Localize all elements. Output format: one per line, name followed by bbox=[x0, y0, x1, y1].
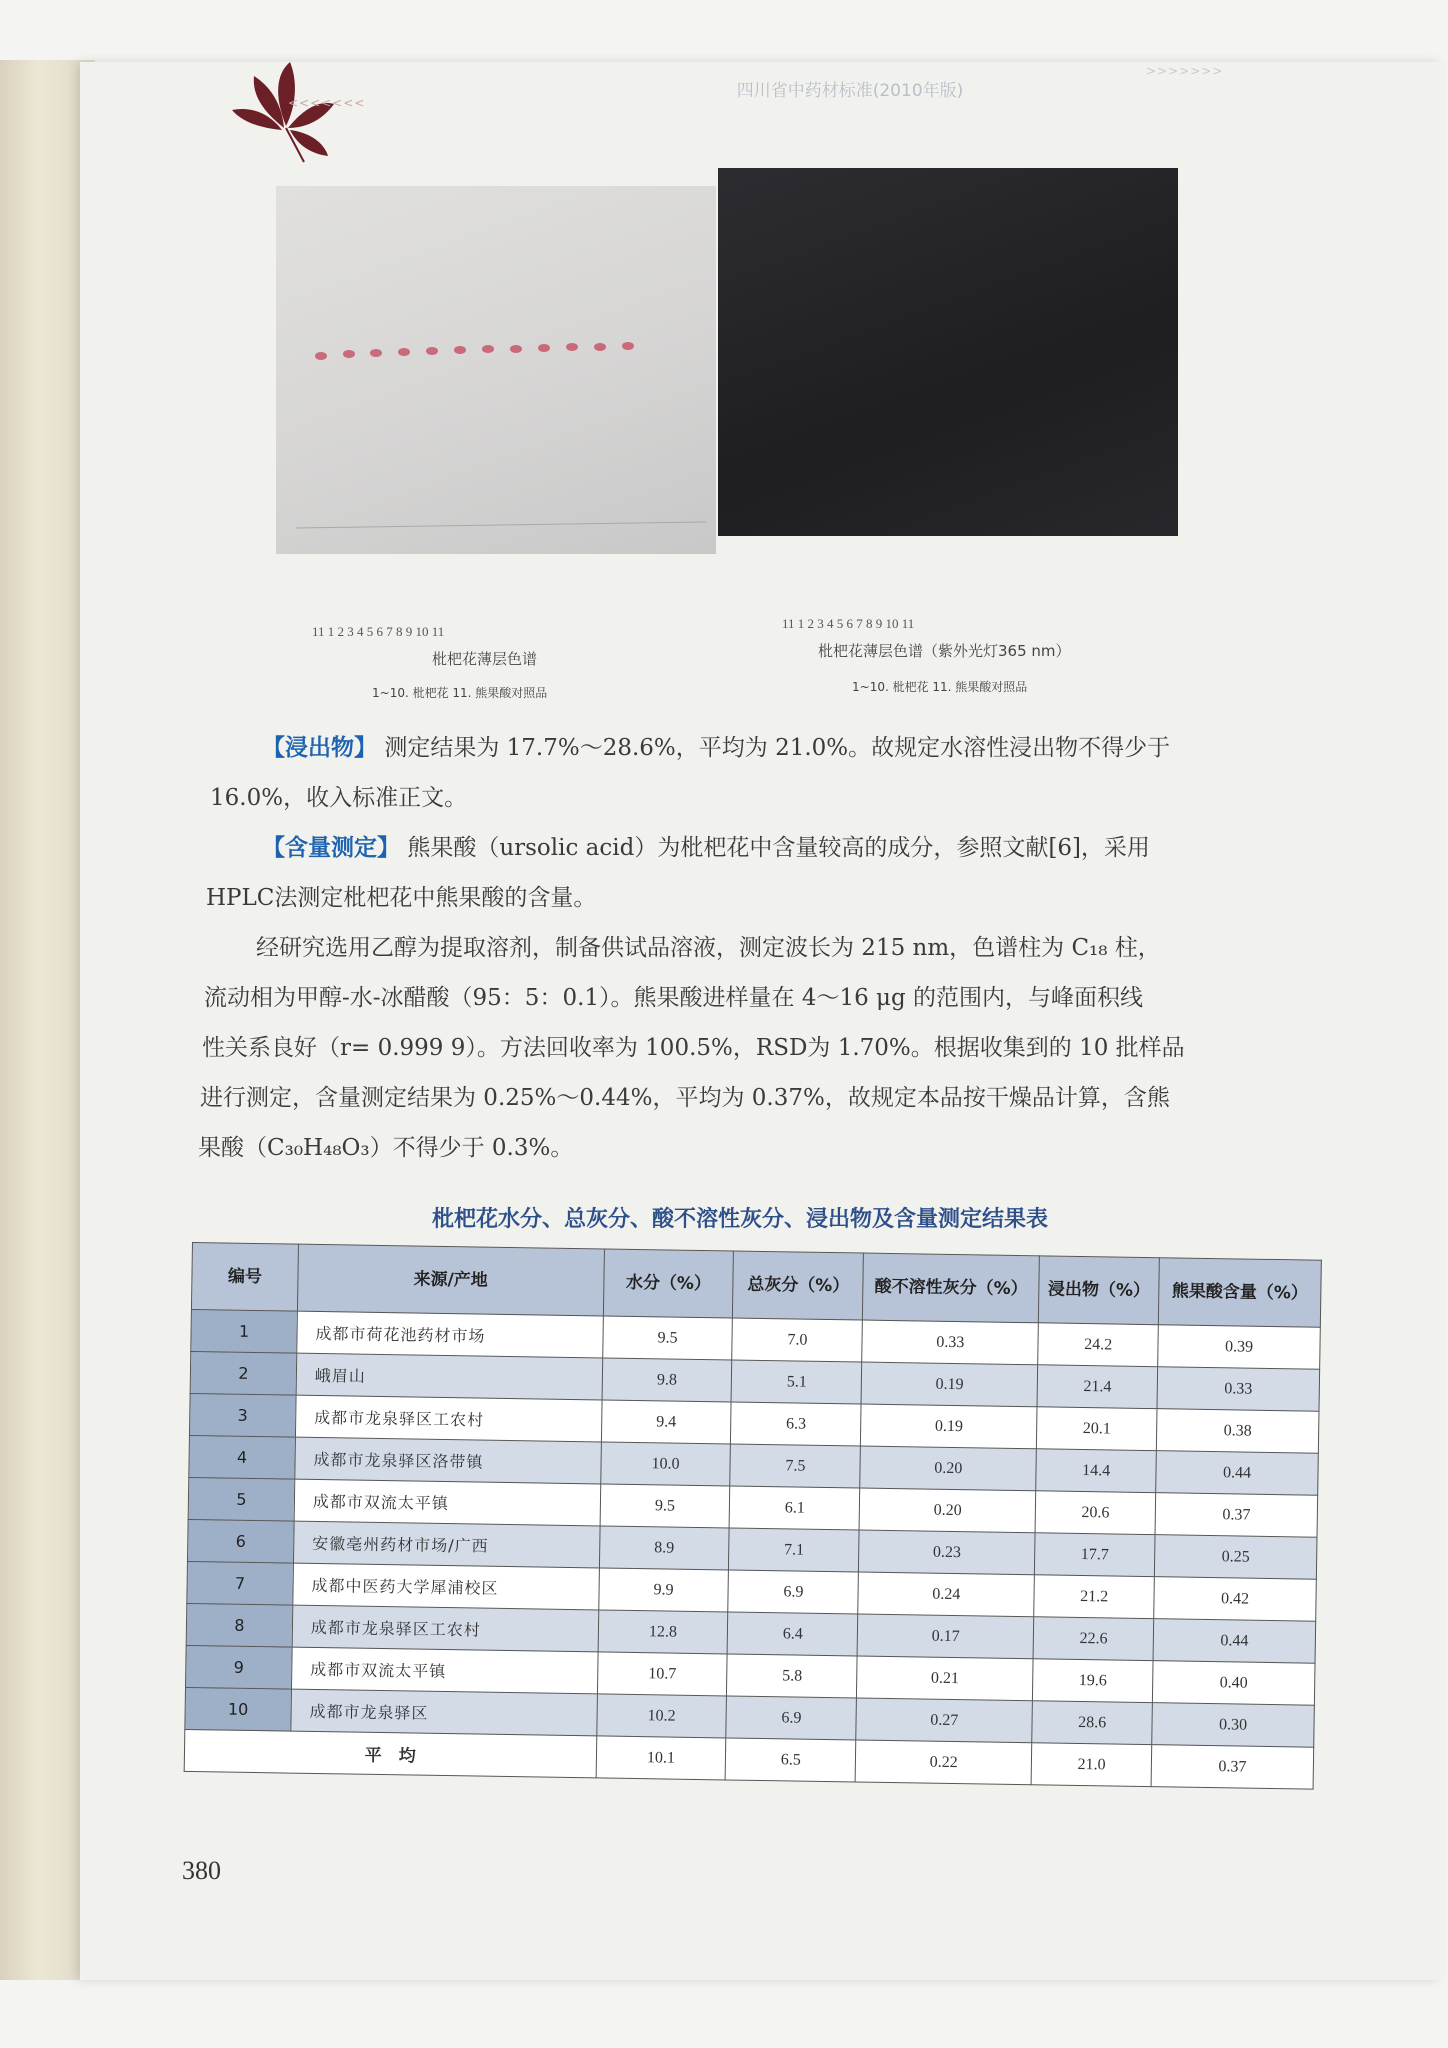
source-cell: 成都中医药大学犀浦校区 bbox=[293, 1563, 599, 1610]
method-line-3: 性关系良好（r= 0.999 9）。方法回收率为 100.5%，RSD为 1.70%。根据收集到的 10 批样品 bbox=[202, 1035, 1185, 1061]
source-cell: 成都市龙泉驿区 bbox=[291, 1689, 597, 1736]
total-ash-cell: 5.1 bbox=[732, 1360, 863, 1404]
method-line-4: 进行测定，含量测定结果为 0.25%～0.44%，平均为 0.37%，故规定本品按干燥品计算，含熊 bbox=[200, 1085, 1170, 1111]
header-cell: 熊果酸含量（%） bbox=[1158, 1258, 1321, 1328]
extract-cell: 21.2 bbox=[1034, 1575, 1155, 1619]
total-ash-cell: 6.3 bbox=[731, 1402, 862, 1446]
average-extract: 21.0 bbox=[1031, 1743, 1152, 1787]
assay-paragraph-line2: HPLC法测定枇杷花中熊果酸的含量。 bbox=[206, 885, 597, 911]
running-header-title: 四川省中药材标准(2010年版) bbox=[736, 81, 964, 101]
moisture-cell: 9.8 bbox=[602, 1358, 733, 1402]
header-cell: 总灰分（%） bbox=[733, 1251, 864, 1320]
source-cell: 成都市龙泉驿区工农村 bbox=[295, 1395, 601, 1442]
ursolic-cell: 0.30 bbox=[1152, 1703, 1315, 1748]
tlc-spots-graphic bbox=[276, 186, 716, 554]
header-cell: 编号 bbox=[191, 1243, 298, 1312]
ursolic-cell: 0.39 bbox=[1158, 1325, 1321, 1370]
figure-legend-1: 1~10. 枇杷花 11. 熊果酸对照品 bbox=[372, 686, 548, 700]
assay-text-1: 熊果酸（ursolic acid）为枇杷花中含量较高的成分，参照文献[6]，采用 bbox=[407, 835, 1150, 861]
moisture-cell: 10.0 bbox=[600, 1442, 731, 1486]
extract-heading: 【浸出物】 bbox=[262, 734, 377, 761]
lane-numbers-plate-2: 11 1 2 3 4 5 6 7 8 9 10 11 bbox=[782, 616, 915, 631]
average-label: 平 均 bbox=[184, 1729, 596, 1777]
acid-ash-cell: 0.27 bbox=[856, 1698, 1032, 1743]
row-number: 2 bbox=[190, 1351, 297, 1395]
extract-paragraph-line2: 16.0%，收入标准正文。 bbox=[210, 785, 468, 811]
extract-cell: 14.4 bbox=[1036, 1449, 1157, 1493]
source-cell: 安徽亳州药材市场/广西 bbox=[293, 1521, 599, 1568]
average-total-ash: 6.5 bbox=[726, 1738, 857, 1782]
extract-cell: 17.7 bbox=[1035, 1533, 1156, 1577]
header-cell: 水分（%） bbox=[603, 1249, 734, 1318]
moisture-cell: 12.8 bbox=[598, 1610, 729, 1654]
page-number: 380 bbox=[182, 1856, 221, 1885]
method-line-2: 流动相为甲醇-水-冰醋酸（95：5：0.1）。熊果酸进样量在 4～16 μg 的范围内，与峰面积线 bbox=[204, 985, 1144, 1011]
assay-heading: 【含量测定】 bbox=[262, 834, 400, 861]
header-arrows-left: <<<<<<< bbox=[288, 96, 366, 110]
acid-ash-cell: 0.19 bbox=[861, 1362, 1037, 1407]
average-ursolic: 0.37 bbox=[1151, 1745, 1314, 1790]
moisture-cell: 9.4 bbox=[601, 1400, 732, 1444]
source-cell: 成都市龙泉驿区工农村 bbox=[292, 1605, 598, 1652]
moisture-cell: 10.2 bbox=[596, 1694, 727, 1738]
extract-cell: 20.1 bbox=[1037, 1407, 1158, 1451]
total-ash-cell: 7.1 bbox=[729, 1528, 860, 1572]
moisture-cell: 10.7 bbox=[597, 1652, 728, 1696]
ursolic-cell: 0.25 bbox=[1154, 1535, 1317, 1580]
total-ash-cell: 7.0 bbox=[732, 1318, 863, 1362]
moisture-cell: 9.9 bbox=[598, 1568, 729, 1612]
extract-cell: 19.6 bbox=[1033, 1659, 1154, 1703]
figure-caption-1: 枇杷花薄层色谱 bbox=[432, 650, 538, 668]
total-ash-cell: 7.5 bbox=[730, 1444, 861, 1488]
assay-paragraph-line1 bbox=[262, 830, 1150, 866]
acid-ash-cell: 0.19 bbox=[861, 1404, 1037, 1449]
acid-ash-cell: 0.17 bbox=[857, 1614, 1033, 1659]
ursolic-cell: 0.44 bbox=[1156, 1451, 1319, 1496]
row-number: 8 bbox=[186, 1603, 293, 1647]
ursolic-cell: 0.40 bbox=[1152, 1661, 1315, 1706]
total-ash-cell: 6.1 bbox=[730, 1486, 861, 1530]
method-line-1: 经研究选用乙醇为提取溶剂，制备供试品溶液，测定波长为 215 nm，色谱柱为 C₁₈ 柱， bbox=[256, 935, 1161, 961]
source-cell: 成都市双流太平镇 bbox=[291, 1647, 597, 1694]
acid-ash-cell: 0.20 bbox=[859, 1488, 1035, 1533]
acid-ash-cell: 0.21 bbox=[857, 1656, 1033, 1701]
acid-ash-cell: 0.33 bbox=[862, 1320, 1038, 1365]
total-ash-cell: 5.8 bbox=[727, 1654, 858, 1698]
acid-ash-cell: 0.24 bbox=[858, 1572, 1034, 1617]
moisture-cell: 9.5 bbox=[602, 1316, 733, 1360]
header-cell: 来源/产地 bbox=[297, 1244, 604, 1316]
ursolic-cell: 0.37 bbox=[1155, 1493, 1318, 1538]
ursolic-cell: 0.33 bbox=[1157, 1367, 1320, 1412]
tlc-plate-visible-image bbox=[276, 186, 716, 554]
total-ash-cell: 6.9 bbox=[726, 1696, 857, 1740]
row-number: 4 bbox=[189, 1435, 296, 1479]
extract-cell: 20.6 bbox=[1035, 1491, 1156, 1535]
row-number: 3 bbox=[189, 1393, 296, 1437]
extract-cell: 21.4 bbox=[1037, 1365, 1158, 1409]
average-moisture: 10.1 bbox=[596, 1736, 727, 1780]
moisture-cell: 8.9 bbox=[599, 1526, 730, 1570]
figure-caption-2: 枇杷花薄层色谱（紫外光灯365 nm） bbox=[818, 642, 1071, 660]
row-number: 6 bbox=[187, 1519, 294, 1563]
table-title: 枇杷花水分、总灰分、酸不溶性灰分、浸出物及含量测定结果表 bbox=[431, 1207, 1048, 1232]
acid-ash-cell: 0.20 bbox=[860, 1446, 1036, 1491]
results-table bbox=[184, 1242, 1322, 1790]
average-acid-ash: 0.22 bbox=[855, 1740, 1031, 1785]
moisture-cell: 9.5 bbox=[600, 1484, 731, 1528]
row-number: 1 bbox=[191, 1309, 298, 1353]
extract-cell: 28.6 bbox=[1032, 1701, 1153, 1745]
source-cell: 成都市荷花池药材市场 bbox=[297, 1311, 603, 1358]
header-cell: 酸不溶性灰分（%） bbox=[863, 1253, 1040, 1323]
source-cell: 峨眉山 bbox=[296, 1353, 602, 1400]
row-number: 7 bbox=[187, 1561, 294, 1605]
tlc-plate-uv-image bbox=[718, 168, 1178, 536]
source-cell: 成都市龙泉驿区洛带镇 bbox=[295, 1437, 601, 1484]
row-number: 9 bbox=[186, 1645, 293, 1689]
row-number: 10 bbox=[185, 1687, 292, 1731]
extract-text-1: 测定结果为 17.7%～28.6%，平均为 21.0%。故规定水溶性浸出物不得少于 bbox=[384, 735, 1171, 761]
figure-legend-2: 1~10. 枇杷花 11. 熊果酸对照品 bbox=[852, 680, 1028, 694]
acid-ash-cell: 0.23 bbox=[859, 1530, 1035, 1575]
ursolic-cell: 0.42 bbox=[1154, 1577, 1317, 1622]
source-cell: 成都市双流太平镇 bbox=[294, 1479, 600, 1526]
lane-numbers-plate-1: 11 1 2 3 4 5 6 7 8 9 10 11 bbox=[312, 624, 445, 639]
total-ash-cell: 6.4 bbox=[728, 1612, 859, 1656]
ursolic-cell: 0.44 bbox=[1153, 1619, 1316, 1664]
extract-cell: 24.2 bbox=[1038, 1323, 1159, 1367]
header-arrows-right: >>>>>>> bbox=[1146, 64, 1224, 78]
extract-cell: 22.6 bbox=[1033, 1617, 1154, 1661]
row-number: 5 bbox=[188, 1477, 295, 1521]
total-ash-cell: 6.9 bbox=[728, 1570, 859, 1614]
header-cell: 浸出物（%） bbox=[1039, 1256, 1160, 1325]
method-line-5: 果酸（C₃₀H₄₈O₃）不得少于 0.3%。 bbox=[198, 1135, 574, 1161]
ursolic-cell: 0.38 bbox=[1156, 1409, 1319, 1454]
extract-paragraph-line1 bbox=[262, 730, 1170, 766]
leaf-logo-icon bbox=[224, 56, 344, 166]
